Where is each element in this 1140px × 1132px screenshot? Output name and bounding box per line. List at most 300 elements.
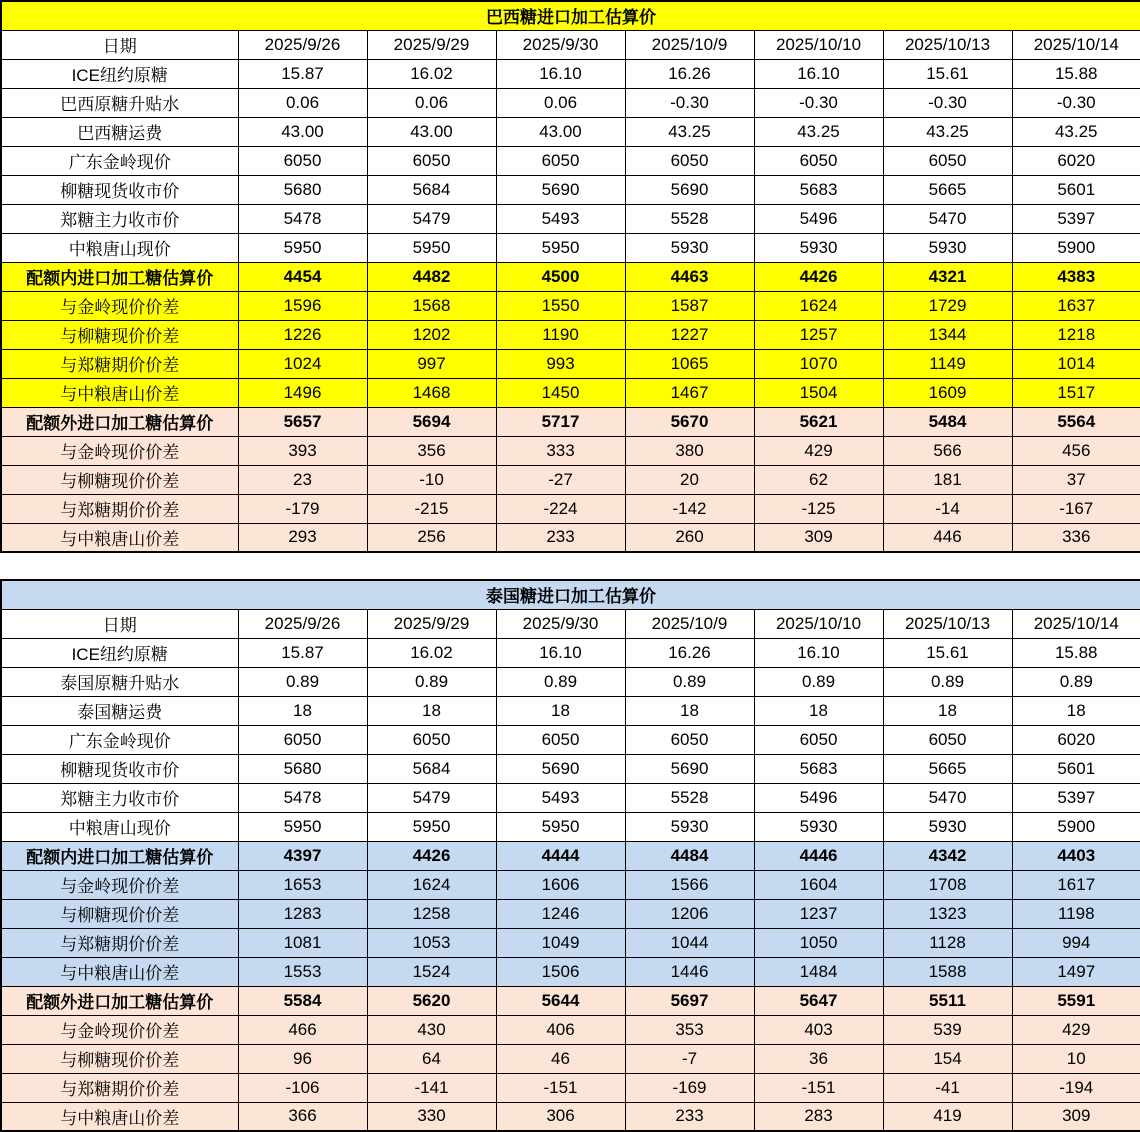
row-label: 与郑糖期价价差 bbox=[1, 494, 238, 523]
data-cell: 2025/10/14 bbox=[1012, 609, 1140, 638]
row-label: 与郑糖期价价差 bbox=[1, 349, 238, 378]
table-row bbox=[1, 1102, 1140, 1131]
data-cell: -14 bbox=[883, 494, 1012, 523]
data-cell: 6050 bbox=[883, 146, 1012, 175]
data-cell: 16.10 bbox=[496, 59, 625, 88]
data-cell: 1450 bbox=[496, 378, 625, 407]
data-cell: 5496 bbox=[754, 783, 883, 812]
data-cell: 429 bbox=[1012, 1015, 1140, 1044]
data-cell: 356 bbox=[367, 436, 496, 465]
data-cell: 0.89 bbox=[367, 667, 496, 696]
data-cell: 1446 bbox=[625, 957, 754, 986]
row-label: 郑糖主力收市价 bbox=[1, 783, 238, 812]
data-cell: 430 bbox=[367, 1015, 496, 1044]
data-cell: 2025/10/9 bbox=[625, 609, 754, 638]
table-row bbox=[1, 928, 1140, 957]
data-cell: 6050 bbox=[367, 146, 496, 175]
data-cell: 23 bbox=[238, 465, 367, 494]
data-cell: 2025/9/30 bbox=[496, 30, 625, 59]
data-cell: 5930 bbox=[754, 812, 883, 841]
data-cell: 0.89 bbox=[883, 667, 1012, 696]
data-cell: 181 bbox=[883, 465, 1012, 494]
data-cell: 1596 bbox=[238, 291, 367, 320]
data-cell: 283 bbox=[754, 1102, 883, 1131]
data-cell: 309 bbox=[1012, 1102, 1140, 1131]
data-cell: 15.87 bbox=[238, 59, 367, 88]
data-cell: 16.26 bbox=[625, 59, 754, 88]
data-cell: 5665 bbox=[883, 175, 1012, 204]
data-cell: 6050 bbox=[496, 725, 625, 754]
data-cell: 36 bbox=[754, 1044, 883, 1073]
data-cell: 1550 bbox=[496, 291, 625, 320]
data-cell: 5479 bbox=[367, 204, 496, 233]
data-cell: 5601 bbox=[1012, 175, 1140, 204]
data-cell: 43.25 bbox=[754, 117, 883, 146]
data-cell: 43.25 bbox=[625, 117, 754, 146]
data-cell: 4397 bbox=[238, 841, 367, 870]
row-label: 日期 bbox=[1, 609, 238, 638]
data-cell: 6050 bbox=[238, 146, 367, 175]
data-cell: 5397 bbox=[1012, 204, 1140, 233]
data-cell: 2025/10/13 bbox=[883, 609, 1012, 638]
table-title-row bbox=[1, 580, 1140, 609]
data-cell: 997 bbox=[367, 349, 496, 378]
data-cell: 5496 bbox=[754, 204, 883, 233]
data-cell: -215 bbox=[367, 494, 496, 523]
data-cell: -7 bbox=[625, 1044, 754, 1073]
table-row bbox=[1, 841, 1140, 870]
table-row bbox=[1, 609, 1140, 638]
data-cell: -0.30 bbox=[625, 88, 754, 117]
data-cell: 18 bbox=[367, 696, 496, 725]
row-label: 与金岭现价价差 bbox=[1, 436, 238, 465]
row-label: ICE纽约原糖 bbox=[1, 59, 238, 88]
data-cell: 0.89 bbox=[238, 667, 367, 696]
data-cell: 4321 bbox=[883, 262, 1012, 291]
table-row bbox=[1, 494, 1140, 523]
data-cell: 2025/9/29 bbox=[367, 609, 496, 638]
data-cell: 15.87 bbox=[238, 638, 367, 667]
data-cell: 5493 bbox=[496, 783, 625, 812]
table-row bbox=[1, 725, 1140, 754]
data-cell: 15.61 bbox=[883, 59, 1012, 88]
row-label: 中粮唐山现价 bbox=[1, 812, 238, 841]
row-label: 配额外进口加工糖估算价 bbox=[1, 986, 238, 1015]
data-cell: 5930 bbox=[754, 233, 883, 262]
data-cell: 1227 bbox=[625, 320, 754, 349]
data-cell: 154 bbox=[883, 1044, 1012, 1073]
data-cell: 5657 bbox=[238, 407, 367, 436]
data-cell: 1237 bbox=[754, 899, 883, 928]
data-cell: -179 bbox=[238, 494, 367, 523]
data-cell: 1606 bbox=[496, 870, 625, 899]
table-row bbox=[1, 175, 1140, 204]
data-cell: 5620 bbox=[367, 986, 496, 1015]
data-cell: 1729 bbox=[883, 291, 1012, 320]
data-cell: 43.25 bbox=[1012, 117, 1140, 146]
data-cell: -167 bbox=[1012, 494, 1140, 523]
table-row bbox=[1, 754, 1140, 783]
data-cell: 456 bbox=[1012, 436, 1140, 465]
data-cell: 393 bbox=[238, 436, 367, 465]
data-cell: 1226 bbox=[238, 320, 367, 349]
data-cell: 1624 bbox=[367, 870, 496, 899]
data-cell: 1506 bbox=[496, 957, 625, 986]
data-cell: 64 bbox=[367, 1044, 496, 1073]
data-cell: 336 bbox=[1012, 523, 1140, 552]
data-cell: 1024 bbox=[238, 349, 367, 378]
data-cell: 4342 bbox=[883, 841, 1012, 870]
data-cell: -41 bbox=[883, 1073, 1012, 1102]
data-cell: 1568 bbox=[367, 291, 496, 320]
data-cell: 306 bbox=[496, 1102, 625, 1131]
data-cell: 46 bbox=[496, 1044, 625, 1073]
data-cell: 5690 bbox=[625, 175, 754, 204]
data-cell: 1497 bbox=[1012, 957, 1140, 986]
data-cell: 1566 bbox=[625, 870, 754, 899]
data-cell: 5665 bbox=[883, 754, 1012, 783]
data-cell: 1014 bbox=[1012, 349, 1140, 378]
thailand-sugar-table bbox=[0, 579, 1140, 1132]
table-row bbox=[1, 291, 1140, 320]
data-cell: 2025/10/9 bbox=[625, 30, 754, 59]
data-cell: 4482 bbox=[367, 262, 496, 291]
data-cell: 6050 bbox=[883, 725, 1012, 754]
data-cell: 6050 bbox=[625, 146, 754, 175]
data-cell: 5528 bbox=[625, 783, 754, 812]
data-cell: 539 bbox=[883, 1015, 1012, 1044]
data-cell: 1588 bbox=[883, 957, 1012, 986]
data-cell: 16.10 bbox=[496, 638, 625, 667]
data-cell: 5511 bbox=[883, 986, 1012, 1015]
data-cell: -10 bbox=[367, 465, 496, 494]
data-cell: 1637 bbox=[1012, 291, 1140, 320]
data-cell: 0.06 bbox=[496, 88, 625, 117]
data-cell: 5683 bbox=[754, 754, 883, 783]
data-cell: 18 bbox=[1012, 696, 1140, 725]
data-cell: -151 bbox=[496, 1073, 625, 1102]
data-cell: 5900 bbox=[1012, 233, 1140, 262]
data-cell: 0.89 bbox=[625, 667, 754, 696]
data-cell: 16.10 bbox=[754, 638, 883, 667]
row-label: 与郑糖期价价差 bbox=[1, 928, 238, 957]
data-cell: 1044 bbox=[625, 928, 754, 957]
data-cell: 5644 bbox=[496, 986, 625, 1015]
data-cell: 353 bbox=[625, 1015, 754, 1044]
table-row bbox=[1, 30, 1140, 59]
data-cell: 6050 bbox=[238, 725, 367, 754]
data-cell: 309 bbox=[754, 523, 883, 552]
data-cell: 0.06 bbox=[367, 88, 496, 117]
data-cell: 5950 bbox=[238, 233, 367, 262]
row-label: 与金岭现价价差 bbox=[1, 870, 238, 899]
table-title: 泰国糖进口加工估算价 bbox=[1, 580, 1140, 609]
data-cell: 1604 bbox=[754, 870, 883, 899]
data-cell: 993 bbox=[496, 349, 625, 378]
data-cell: -27 bbox=[496, 465, 625, 494]
data-cell: 1609 bbox=[883, 378, 1012, 407]
data-cell: 293 bbox=[238, 523, 367, 552]
data-cell: 5621 bbox=[754, 407, 883, 436]
data-cell: 1504 bbox=[754, 378, 883, 407]
data-cell: 5950 bbox=[496, 812, 625, 841]
data-cell: 1708 bbox=[883, 870, 1012, 899]
data-cell: 403 bbox=[754, 1015, 883, 1044]
data-cell: 5680 bbox=[238, 754, 367, 783]
table-row bbox=[1, 320, 1140, 349]
data-cell: -142 bbox=[625, 494, 754, 523]
row-label: 巴西糖运费 bbox=[1, 117, 238, 146]
data-cell: 10 bbox=[1012, 1044, 1140, 1073]
data-cell: 1049 bbox=[496, 928, 625, 957]
table-row bbox=[1, 59, 1140, 88]
data-cell: 1070 bbox=[754, 349, 883, 378]
data-cell: 466 bbox=[238, 1015, 367, 1044]
table-row bbox=[1, 523, 1140, 552]
data-cell: 5470 bbox=[883, 783, 1012, 812]
data-cell: 1149 bbox=[883, 349, 1012, 378]
row-label: 广东金岭现价 bbox=[1, 725, 238, 754]
row-label: 柳糖现货收市价 bbox=[1, 175, 238, 204]
data-cell: 1653 bbox=[238, 870, 367, 899]
row-label: 与中粮唐山价差 bbox=[1, 523, 238, 552]
table-row bbox=[1, 638, 1140, 667]
data-cell: 366 bbox=[238, 1102, 367, 1131]
data-cell: 6020 bbox=[1012, 146, 1140, 175]
data-cell: 5950 bbox=[367, 233, 496, 262]
data-cell: 5930 bbox=[883, 233, 1012, 262]
data-cell: 5670 bbox=[625, 407, 754, 436]
table-title-row bbox=[1, 1, 1140, 30]
data-cell: 4426 bbox=[367, 841, 496, 870]
data-cell: 5683 bbox=[754, 175, 883, 204]
data-cell: 5601 bbox=[1012, 754, 1140, 783]
table-row bbox=[1, 146, 1140, 175]
data-cell: -141 bbox=[367, 1073, 496, 1102]
data-cell: 1553 bbox=[238, 957, 367, 986]
table-title: 巴西糖进口加工估算价 bbox=[1, 1, 1140, 30]
row-label: 巴西原糖升贴水 bbox=[1, 88, 238, 117]
data-cell: 6020 bbox=[1012, 725, 1140, 754]
data-cell: 5930 bbox=[883, 812, 1012, 841]
table-row bbox=[1, 783, 1140, 812]
data-cell: 5950 bbox=[238, 812, 367, 841]
data-cell: 1587 bbox=[625, 291, 754, 320]
data-cell: 446 bbox=[883, 523, 1012, 552]
data-cell: -125 bbox=[754, 494, 883, 523]
data-cell: 43.00 bbox=[496, 117, 625, 146]
data-cell: 6050 bbox=[625, 725, 754, 754]
data-cell: 1624 bbox=[754, 291, 883, 320]
table-row bbox=[1, 1073, 1140, 1102]
data-cell: 4444 bbox=[496, 841, 625, 870]
data-cell: 4426 bbox=[754, 262, 883, 291]
data-cell: 1524 bbox=[367, 957, 496, 986]
data-cell: 18 bbox=[754, 696, 883, 725]
row-label: 配额内进口加工糖估算价 bbox=[1, 841, 238, 870]
data-cell: 380 bbox=[625, 436, 754, 465]
table-row bbox=[1, 1015, 1140, 1044]
data-cell: 43.00 bbox=[238, 117, 367, 146]
data-cell: 5690 bbox=[496, 754, 625, 783]
data-cell: -169 bbox=[625, 1073, 754, 1102]
data-cell: 1053 bbox=[367, 928, 496, 957]
data-cell: 1206 bbox=[625, 899, 754, 928]
row-label: 与中粮唐山价差 bbox=[1, 378, 238, 407]
data-cell: 5950 bbox=[367, 812, 496, 841]
row-label: ICE纽约原糖 bbox=[1, 638, 238, 667]
data-cell: 4463 bbox=[625, 262, 754, 291]
table-row bbox=[1, 378, 1140, 407]
data-cell: 1065 bbox=[625, 349, 754, 378]
row-label: 郑糖主力收市价 bbox=[1, 204, 238, 233]
data-cell: 333 bbox=[496, 436, 625, 465]
data-cell: 0.89 bbox=[754, 667, 883, 696]
table-row bbox=[1, 407, 1140, 436]
table-row bbox=[1, 957, 1140, 986]
table-row bbox=[1, 262, 1140, 291]
brazil-sugar-table bbox=[0, 0, 1140, 553]
data-cell: 1190 bbox=[496, 320, 625, 349]
data-cell: 5479 bbox=[367, 783, 496, 812]
data-cell: 37 bbox=[1012, 465, 1140, 494]
data-cell: -151 bbox=[754, 1073, 883, 1102]
data-cell: 5930 bbox=[625, 233, 754, 262]
row-label: 与中粮唐山价差 bbox=[1, 1102, 238, 1131]
data-cell: 1323 bbox=[883, 899, 1012, 928]
data-cell: 96 bbox=[238, 1044, 367, 1073]
data-cell: 1202 bbox=[367, 320, 496, 349]
table-body bbox=[1, 30, 1140, 552]
data-cell: 4446 bbox=[754, 841, 883, 870]
data-cell: 1081 bbox=[238, 928, 367, 957]
data-cell: 256 bbox=[367, 523, 496, 552]
data-cell: 5478 bbox=[238, 204, 367, 233]
data-cell: 1467 bbox=[625, 378, 754, 407]
table-row bbox=[1, 117, 1140, 146]
table-row bbox=[1, 812, 1140, 841]
table-row bbox=[1, 436, 1140, 465]
table-row bbox=[1, 88, 1140, 117]
data-cell: 5684 bbox=[367, 175, 496, 204]
data-cell: 5470 bbox=[883, 204, 1012, 233]
data-cell: 0.89 bbox=[496, 667, 625, 696]
data-cell: -0.30 bbox=[883, 88, 1012, 117]
row-label: 与柳糖现价价差 bbox=[1, 320, 238, 349]
data-cell: -0.30 bbox=[1012, 88, 1140, 117]
data-cell: 330 bbox=[367, 1102, 496, 1131]
row-label: 泰国糖运费 bbox=[1, 696, 238, 725]
data-cell: 5564 bbox=[1012, 407, 1140, 436]
data-cell: 1283 bbox=[238, 899, 367, 928]
data-cell: -194 bbox=[1012, 1073, 1140, 1102]
data-cell: 5591 bbox=[1012, 986, 1140, 1015]
data-cell: 15.88 bbox=[1012, 638, 1140, 667]
data-cell: 1050 bbox=[754, 928, 883, 957]
data-cell: 5684 bbox=[367, 754, 496, 783]
data-cell: -0.30 bbox=[754, 88, 883, 117]
data-cell: 419 bbox=[883, 1102, 1012, 1131]
data-cell: 566 bbox=[883, 436, 1012, 465]
data-cell: 1257 bbox=[754, 320, 883, 349]
row-label: 与郑糖期价价差 bbox=[1, 1073, 238, 1102]
row-label: 配额外进口加工糖估算价 bbox=[1, 407, 238, 436]
data-cell: 260 bbox=[625, 523, 754, 552]
data-cell: 18 bbox=[883, 696, 1012, 725]
table-gap bbox=[0, 553, 1140, 579]
data-cell: 1128 bbox=[883, 928, 1012, 957]
data-cell: 5493 bbox=[496, 204, 625, 233]
table-row bbox=[1, 870, 1140, 899]
data-cell: -224 bbox=[496, 494, 625, 523]
table-row bbox=[1, 1044, 1140, 1073]
table-row bbox=[1, 465, 1140, 494]
row-label: 与柳糖现价价差 bbox=[1, 899, 238, 928]
data-cell: 429 bbox=[754, 436, 883, 465]
data-cell: 233 bbox=[496, 523, 625, 552]
data-cell: 994 bbox=[1012, 928, 1140, 957]
table-row bbox=[1, 667, 1140, 696]
row-label: 柳糖现货收市价 bbox=[1, 754, 238, 783]
data-cell: 43.00 bbox=[367, 117, 496, 146]
data-cell: 1258 bbox=[367, 899, 496, 928]
data-cell: 1517 bbox=[1012, 378, 1140, 407]
data-cell: 2025/10/10 bbox=[754, 30, 883, 59]
data-cell: 5484 bbox=[883, 407, 1012, 436]
data-cell: 15.61 bbox=[883, 638, 1012, 667]
data-cell: 5717 bbox=[496, 407, 625, 436]
row-label: 日期 bbox=[1, 30, 238, 59]
row-label: 与金岭现价价差 bbox=[1, 291, 238, 320]
data-cell: 1246 bbox=[496, 899, 625, 928]
data-cell: 0.06 bbox=[238, 88, 367, 117]
data-cell: 406 bbox=[496, 1015, 625, 1044]
data-cell: 5647 bbox=[754, 986, 883, 1015]
data-cell: 2025/10/13 bbox=[883, 30, 1012, 59]
data-cell: 2025/10/14 bbox=[1012, 30, 1140, 59]
data-cell: 18 bbox=[496, 696, 625, 725]
table-body bbox=[1, 609, 1140, 1131]
data-cell: 1218 bbox=[1012, 320, 1140, 349]
data-cell: 2025/9/26 bbox=[238, 609, 367, 638]
data-cell: 1344 bbox=[883, 320, 1012, 349]
data-cell: 2025/9/26 bbox=[238, 30, 367, 59]
data-cell: 16.02 bbox=[367, 638, 496, 667]
data-cell: 16.02 bbox=[367, 59, 496, 88]
data-cell: 43.25 bbox=[883, 117, 1012, 146]
row-label: 与金岭现价价差 bbox=[1, 1015, 238, 1044]
table-row bbox=[1, 899, 1140, 928]
data-cell: 1484 bbox=[754, 957, 883, 986]
data-cell: 6050 bbox=[496, 146, 625, 175]
data-cell: 5528 bbox=[625, 204, 754, 233]
row-label: 中粮唐山现价 bbox=[1, 233, 238, 262]
data-cell: 233 bbox=[625, 1102, 754, 1131]
data-cell: 1468 bbox=[367, 378, 496, 407]
data-cell: 5478 bbox=[238, 783, 367, 812]
data-cell: 4454 bbox=[238, 262, 367, 291]
data-cell: 62 bbox=[754, 465, 883, 494]
data-cell: 5930 bbox=[625, 812, 754, 841]
data-cell: 4383 bbox=[1012, 262, 1140, 291]
table-row bbox=[1, 233, 1140, 262]
data-cell: 2025/10/10 bbox=[754, 609, 883, 638]
data-cell: 6050 bbox=[754, 725, 883, 754]
row-label: 与柳糖现价价差 bbox=[1, 1044, 238, 1073]
data-cell: 5584 bbox=[238, 986, 367, 1015]
data-cell: 18 bbox=[238, 696, 367, 725]
table-row bbox=[1, 204, 1140, 233]
